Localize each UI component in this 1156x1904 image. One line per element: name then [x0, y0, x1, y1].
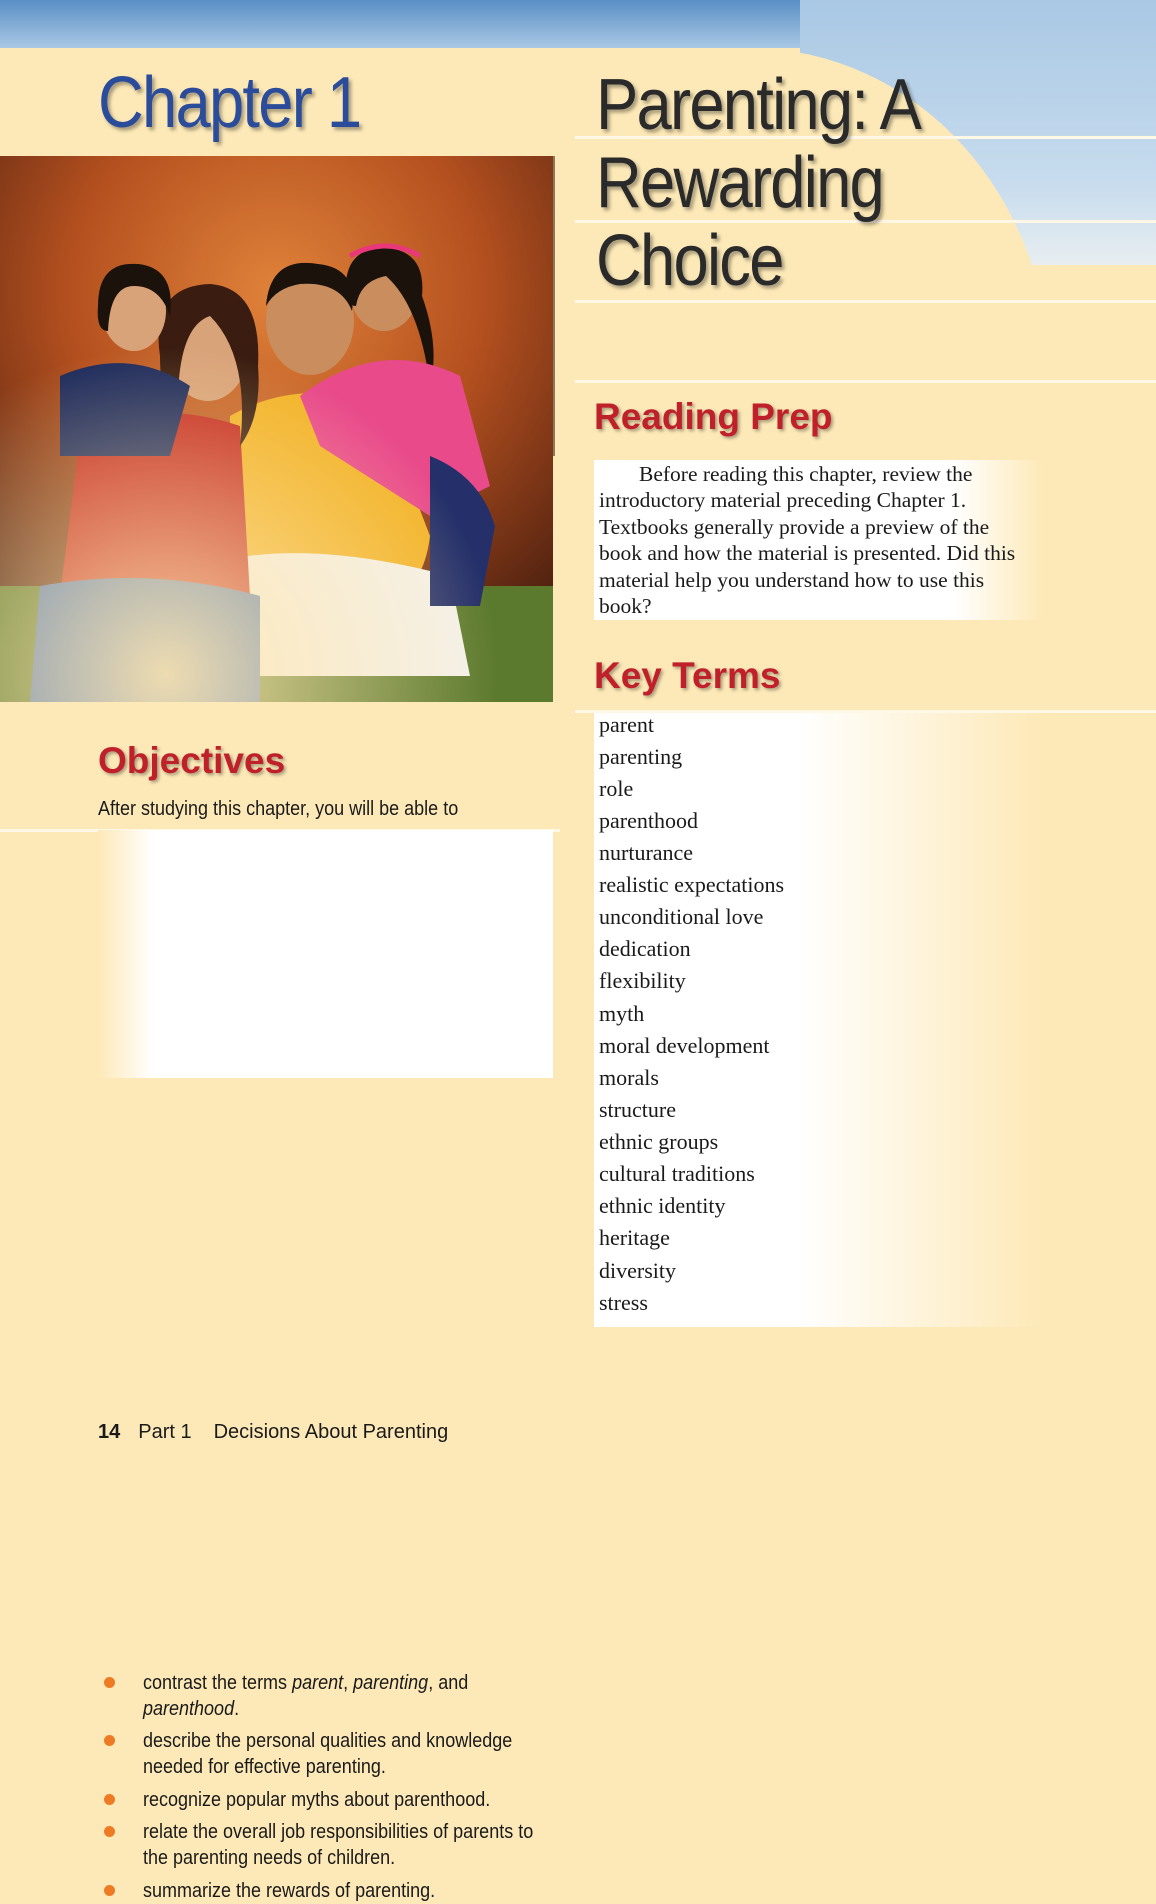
part-title: Decisions About Parenting — [213, 1421, 449, 1443]
bullet-icon — [104, 1885, 115, 1896]
reading-prep-text: Before reading this chapter, review the introductory material preceding Chapter 1. Textbooks generally provide a preview of the book and how the material is presented. Did this material help you understand how to use this book? — [599, 462, 1016, 619]
objective-term: parenthood — [143, 1698, 235, 1720]
bullet-icon — [104, 1735, 115, 1746]
key-terms-heading: Key Terms — [594, 655, 781, 696]
objective-text-part: , and — [428, 1672, 469, 1694]
key-term: structure — [599, 1097, 676, 1122]
objective-text: summarize the rewards of parenting. — [143, 1880, 436, 1902]
part-label: Part 1 — [138, 1421, 192, 1443]
objective-text: describe the personal qualities and knowledge needed for effective parenting. — [143, 1730, 513, 1778]
family-photo — [0, 156, 553, 702]
page-number: 14 — [98, 1421, 121, 1443]
divider-line — [575, 380, 1156, 383]
key-term: ethnic identity — [599, 1193, 726, 1218]
objective-text-part: . — [234, 1698, 240, 1720]
bullet-icon — [104, 1794, 115, 1805]
bullet-icon — [104, 1677, 115, 1688]
family-illustration — [0, 156, 553, 702]
page-footer — [98, 1421, 448, 1444]
objectives-intro: After studying this chapter, you will be able to — [98, 798, 459, 820]
objective-term: parent — [292, 1672, 344, 1694]
key-term: heritage — [599, 1225, 670, 1250]
chapter-title — [596, 66, 983, 300]
key-term: myth — [599, 1001, 645, 1026]
key-term: nurturance — [599, 840, 694, 865]
key-term: unconditional love — [599, 904, 764, 929]
objective-text: recognize popular myths about parenthood. — [143, 1789, 491, 1811]
chapter-title-line: Parenting: A — [596, 65, 921, 145]
key-term: moral development — [599, 1033, 770, 1058]
objectives-heading: Objectives — [98, 740, 286, 781]
bullet-icon — [104, 1826, 115, 1837]
key-term: diversity — [599, 1258, 676, 1283]
key-term: stress — [599, 1290, 648, 1315]
objective-text — [143, 1670, 553, 1722]
key-term: parenthood — [599, 808, 698, 833]
objective-term: parenting — [353, 1672, 429, 1694]
photo-divider — [553, 156, 555, 456]
chapter-number: Chapter 1 — [98, 63, 361, 143]
key-term: realistic expectations — [599, 872, 785, 897]
key-term: morals — [599, 1065, 659, 1090]
objective-text-part: , — [343, 1672, 354, 1694]
key-term: role — [599, 776, 634, 801]
key-term: parent — [599, 712, 654, 737]
chapter-title-line: Choice — [596, 221, 783, 301]
objectives-panel — [98, 830, 553, 1078]
key-term: flexibility — [599, 968, 686, 993]
key-term: cultural traditions — [599, 1161, 755, 1186]
key-term: ethnic groups — [599, 1129, 719, 1154]
objective-text-part: contrast the terms — [143, 1672, 293, 1694]
key-term: dedication — [599, 936, 691, 961]
objective-text: relate the overall job responsibilities of parents to the parenting needs of children. — [143, 1821, 534, 1869]
key-term: parenting — [599, 744, 683, 769]
chapter-title-line: Rewarding — [596, 143, 884, 223]
reading-prep-heading: Reading Prep — [594, 396, 833, 437]
